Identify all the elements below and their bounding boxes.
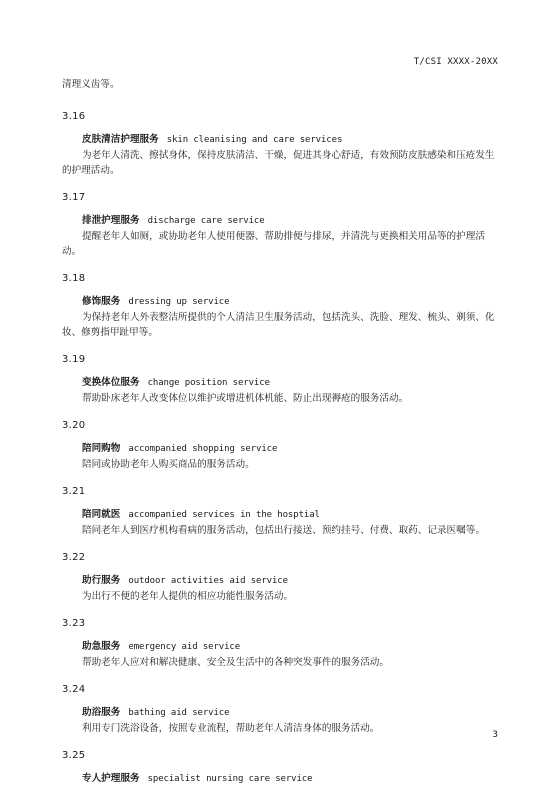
term-title xyxy=(62,705,500,721)
term-definition: 陪同或协助老年人购买商品的服务活动。 xyxy=(82,459,255,470)
term-3-22 xyxy=(62,551,500,604)
term-number: 3.24 xyxy=(62,684,86,695)
term-3-23 xyxy=(62,617,500,670)
term-title xyxy=(62,507,500,523)
term-number: 3.17 xyxy=(62,192,86,203)
term-3-18 xyxy=(62,272,500,340)
term-number: 3.23 xyxy=(62,618,86,629)
term-3-17 xyxy=(62,191,500,259)
term-definition: 利用专门洗浴设备，按照专业流程，帮助老年人清洁身体的服务活动。 xyxy=(82,723,380,734)
term-number: 3.20 xyxy=(62,420,86,431)
term-name-zh: 助浴服务 xyxy=(82,707,121,718)
term-name-zh: 陪同就医 xyxy=(82,509,121,520)
term-3-16 xyxy=(62,110,500,178)
term-name-zh: 修饰服务 xyxy=(82,296,121,307)
term-name-en: skin cleanising and care services xyxy=(166,135,343,145)
term-title xyxy=(62,441,500,457)
term-name-zh: 排泄护理服务 xyxy=(82,215,140,226)
term-definition: 帮助卧床老年人改变体位以维护或增进机体机能、防止出现褥疮的服务活动。 xyxy=(82,393,409,404)
term-number: 3.18 xyxy=(62,273,86,284)
term-name-zh: 助急服务 xyxy=(82,641,121,652)
term-title xyxy=(62,132,500,148)
term-title xyxy=(62,771,500,787)
term-3-24 xyxy=(62,683,500,736)
term-definition: 为保持老年人外表整洁所提供的个人清洁卫生服务活动，包括洗头、洗脸、理发、梳头、剃须、化妆、修剪指甲趾甲等。 xyxy=(62,312,495,338)
term-definition: 为出行不便的老年人提供的相应功能性服务活动。 xyxy=(82,591,294,602)
term-name-en: specialist nursing care service xyxy=(147,774,313,784)
term-title xyxy=(62,639,500,655)
term-3-20 xyxy=(62,419,500,472)
term-number: 3.19 xyxy=(62,354,86,365)
term-name-zh: 陪同购物 xyxy=(82,443,121,454)
term-definition: 帮助老年人应对和解决健康、安全及生活中的各种突发事件的服务活动。 xyxy=(82,657,389,668)
term-name-en: outdoor activities aid service xyxy=(128,576,288,586)
continuation-text: 清理义齿等。 xyxy=(62,79,120,90)
term-definition: 为老年人清洗、擦拭身体，保持皮肤清洁、干燥，促进其身心舒适，有效预防皮肤感染和压疮发生的护理活动。 xyxy=(62,150,495,176)
term-definition: 陪同老年人到医疗机构看病的服务活动，包括出行接送、预约挂号、付费、取药、记录医嘱等。 xyxy=(82,525,485,536)
term-name-en: change position service xyxy=(147,378,270,388)
term-number: 3.25 xyxy=(62,750,86,761)
term-name-en: emergency aid service xyxy=(128,642,241,652)
term-name-en: dressing up service xyxy=(128,297,230,307)
term-name-en: accompanied shopping service xyxy=(128,444,278,454)
term-name-en: bathing aid service xyxy=(128,708,230,718)
term-definition: 提醒老年人如厕，或协助老年人使用便器、帮助排便与排尿，并清洗与更换相关用品等的护理活动。 xyxy=(62,231,485,257)
term-name-zh: 专人护理服务 xyxy=(82,773,140,784)
term-title xyxy=(62,294,500,310)
term-title xyxy=(62,573,500,589)
term-3-21 xyxy=(62,485,500,538)
term-number: 3.21 xyxy=(62,486,86,497)
term-name-en: discharge care service xyxy=(147,216,265,226)
term-name-zh: 变换体位服务 xyxy=(82,377,140,388)
term-number: 3.22 xyxy=(62,552,86,563)
term-name-zh: 皮肤清洁护理服务 xyxy=(82,134,159,145)
term-3-25 xyxy=(62,749,500,787)
term-name-en: accompanied services in the hosptial xyxy=(128,510,320,520)
term-number: 3.16 xyxy=(62,111,86,122)
document-body xyxy=(62,78,500,800)
term-title xyxy=(62,213,500,229)
term-3-19 xyxy=(62,353,500,406)
page-number: 3 xyxy=(492,730,498,740)
term-title xyxy=(62,375,500,391)
document-code: T/CSI XXXX-20XX xyxy=(413,57,498,67)
term-name-zh: 助行服务 xyxy=(82,575,121,586)
